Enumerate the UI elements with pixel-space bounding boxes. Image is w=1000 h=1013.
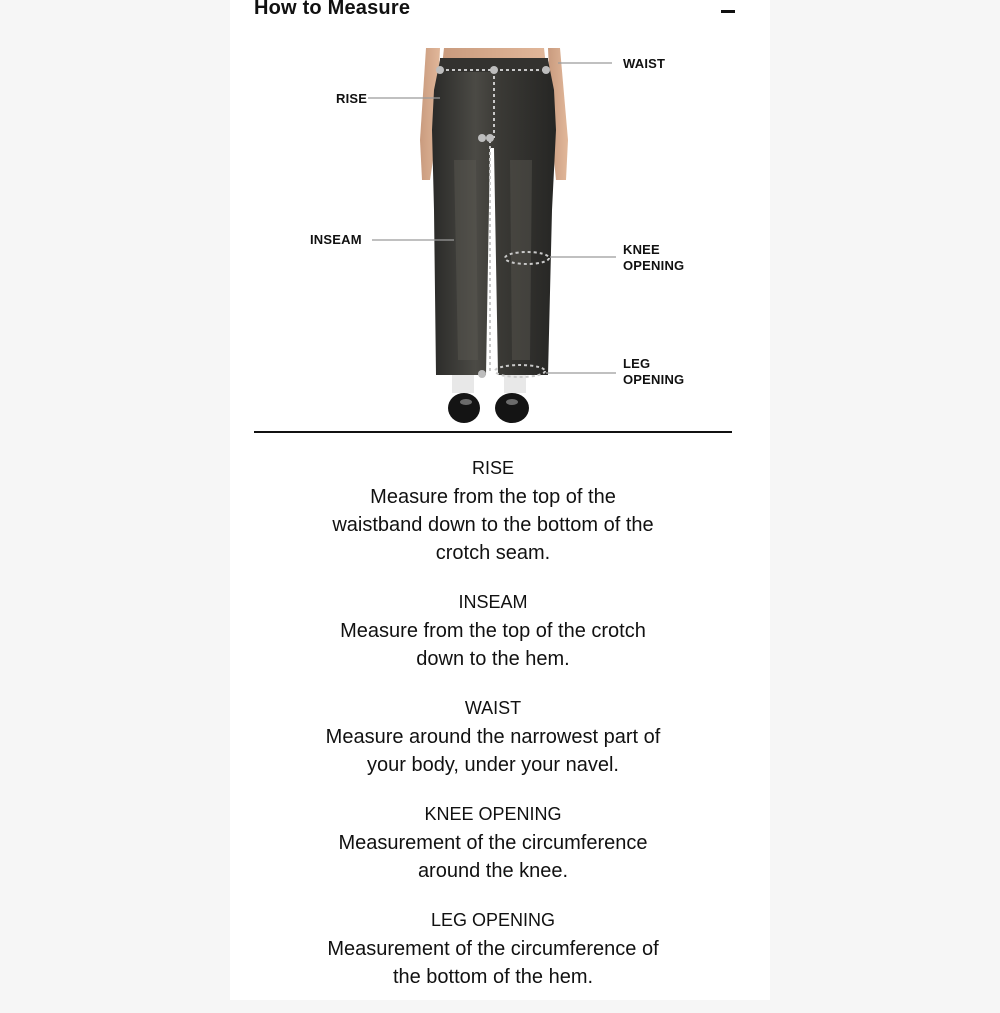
left-shoe [448,393,480,423]
leg-label-line1: LEG [623,356,651,371]
instruction-title: KNEE OPENING [424,804,562,824]
left-leg-fade [454,160,478,360]
instruction-description: Measure from the top of the waistband down to the bottom of the crotch seam. [332,486,654,564]
instruction-description: Measure from the top of the crotch down to the hem. [340,620,646,670]
knee-opening-label [623,242,684,274]
rise-label: RISE [336,91,368,106]
knee-label-line1: KNEE [623,242,660,257]
waist-label: WAIST [623,56,666,71]
instruction-rise [254,455,732,567]
instruction-waist [254,695,732,779]
section-title: How to Measure [254,0,411,19]
measurement-diagram [254,30,734,432]
instruction-description: Measure around the narrowest part of your body, under your navel. [325,726,661,776]
instruction-leg-opening [254,907,732,991]
leg-label-line2: OPENING [623,372,685,387]
right-shoe [495,393,529,423]
instruction-title: WAIST [464,698,522,718]
accordion-header[interactable] [254,0,740,24]
minus-icon[interactable] [718,0,740,22]
instruction-description: Measurement of the circumference of the bottom of the hem. [327,938,659,988]
instruction-title: INSEAM [458,592,528,612]
left-sock [452,375,474,393]
leg-opening-label [623,356,684,388]
measure-instructions [254,455,732,1013]
instruction-title: RISE [471,458,514,478]
right-leg-fade [510,160,532,360]
instruction-title: LEG OPENING [430,910,556,930]
instruction-description: Measurement of the circumference around the knee. [338,832,648,882]
instruction-knee-opening [254,801,732,885]
inseam-label: INSEAM [310,232,362,247]
divider [254,431,732,433]
knee-label-line2: OPENING [623,258,685,273]
instruction-inseam [254,589,732,673]
